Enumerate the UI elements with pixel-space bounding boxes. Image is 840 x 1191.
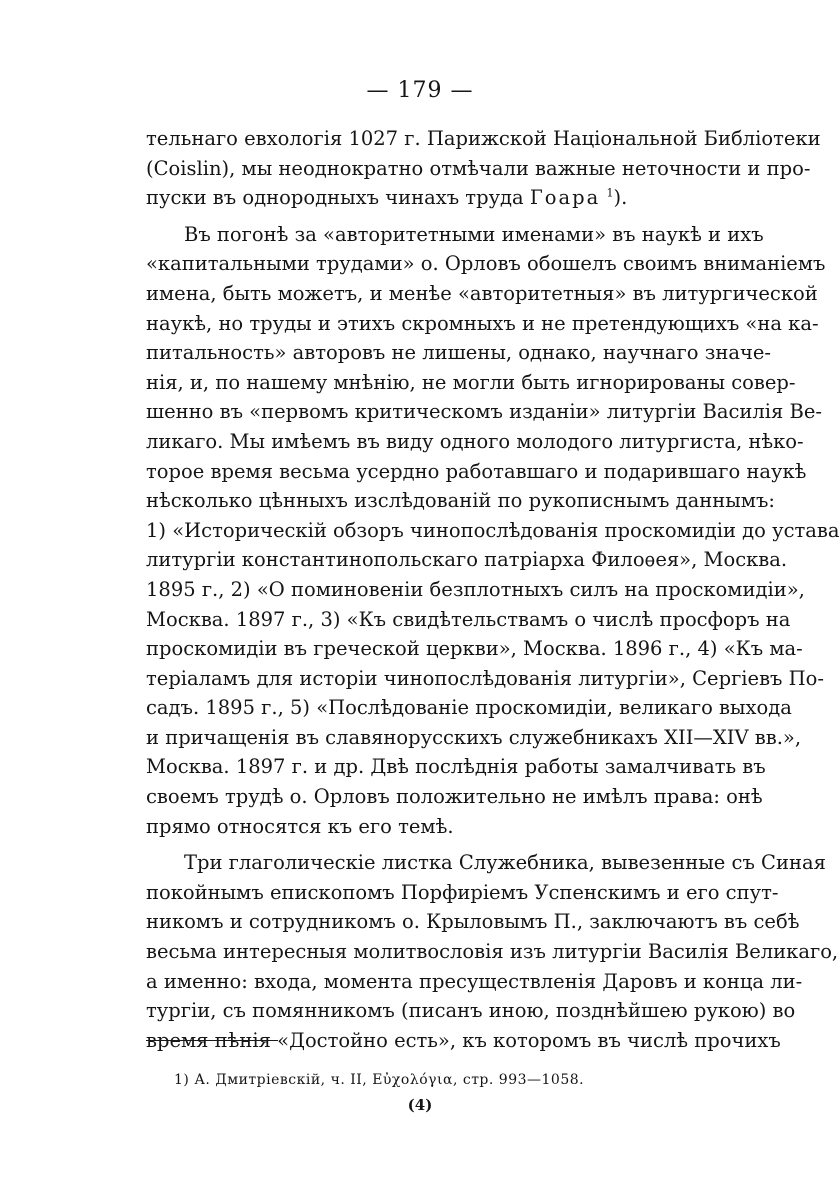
text-line: никомъ и сотрудникомъ о. Крыловымъ П., заключаютъ въ себѣ	[146, 910, 800, 934]
text-line: нѣсколько цѣнныхъ изслѣдованій по рукописнымъ даннымъ:	[146, 489, 775, 513]
paragraph-3	[146, 848, 839, 1055]
footnote-reference[interactable]: 1	[606, 186, 614, 200]
text-line: а именно: входа, момента пресуществленія Даровъ и конца ли-	[146, 969, 803, 993]
text-line-start: пуски въ однородныхъ чинахъ труда	[146, 186, 530, 210]
text-line: литургіи константинопольскаго патріарха Филоѳея», Москва.	[146, 548, 788, 572]
text-line: садъ. 1895 г., 5) «Послѣдованіе проскомидіи, великаго выхода	[146, 696, 792, 720]
text-line: 1) «Историческій обзоръ чинопослѣдованія проскомидіи до устава	[146, 518, 840, 542]
text-line: весьма интересныя молитвословія изъ литургіи Василія Великаго,	[146, 940, 839, 964]
text-line: шенно въ «первомъ критическомъ изданіи» литургіи Василія Ве-	[146, 400, 822, 424]
text-line: покойнымъ епископомъ Порфиріемъ Успенскимъ и его спут-	[146, 880, 779, 904]
text-line	[146, 183, 738, 213]
text-line: Три глаголическіе листка Служебника, вывезенные съ Синая	[184, 851, 826, 875]
text-line: торое время весьма усердно работавшаго и подарившаго наукѣ	[146, 459, 807, 483]
footnote-divider	[146, 1040, 278, 1041]
text-line: проскомидіи въ греческой церкви», Москва. 1896 г., 4) «Къ ма-	[146, 637, 803, 661]
footnote: 1) А. Дмитріевскій, ч. II, Εὐχολόγια, стр. 993—1058.	[174, 1072, 585, 1088]
text-line: время пѣнія «Достойно есть», къ которомъ въ числѣ прочихъ	[146, 1028, 781, 1052]
text-line: тургіи, съ помянникомъ (писанъ иною, позднѣйшею рукою) во	[146, 999, 796, 1023]
paragraph-1	[146, 124, 821, 213]
goar-name: Гоара	[529, 186, 601, 210]
text-line: и причащенія въ славянорусскихъ служебникахъ XII—XIV вв.»,	[146, 725, 802, 749]
text-line: наукѣ, но труды и этихъ скромныхъ и не претендующихъ «на ка-	[146, 311, 819, 335]
text-line: (Coislin), мы неоднократно отмѣчали важные неточности и про-	[146, 156, 811, 180]
signature-mark: (4)	[407, 1096, 433, 1114]
page-number: — 179 —	[366, 78, 474, 103]
text-line: Москва. 1897 г., 3) «Къ свидѣтельствамъ о числѣ просфоръ на	[146, 607, 791, 631]
text-line: имена, быть можетъ, и менѣе «авторитетныя» въ литургической	[146, 281, 818, 305]
text-line: тельнаго евхологія 1027 г. Парижской Національной Библіотеки	[146, 127, 821, 150]
text-line-end: ).	[613, 186, 628, 210]
text-line: нія, и, по нашему мнѣнію, не могли быть игнорированы совер-	[146, 370, 796, 394]
text-line: теріаламъ для исторіи чинопослѣдованія литургіи», Сергіевъ По-	[146, 666, 824, 690]
text-line: ликаго. Мы имѣемъ въ виду одного молодого литургиста, нѣко-	[146, 429, 804, 453]
text-line: прямо относятся къ его темѣ.	[146, 814, 454, 838]
text-line: 1895 г., 2) «О поминовеніи безплотныхъ силъ на проскомидіи»,	[146, 577, 805, 601]
main-text	[146, 124, 840, 1055]
text-line: «капитальными трудами» о. Орловъ обошелъ своимъ вниманіемъ	[146, 252, 826, 276]
paragraph-2	[146, 220, 840, 841]
text-line: Въ погонѣ за «авторитетными именами» въ наукѣ и ихъ	[184, 222, 764, 246]
text-line: питальность» авторовъ не лишены, однако, научнаго значе-	[146, 341, 771, 365]
text-line: своемъ трудѣ о. Орловъ положительно не имѣлъ права: онѣ	[146, 785, 763, 809]
text-line: Москва. 1897 г. и др. Двѣ послѣднія работы замалчивать въ	[146, 755, 766, 779]
